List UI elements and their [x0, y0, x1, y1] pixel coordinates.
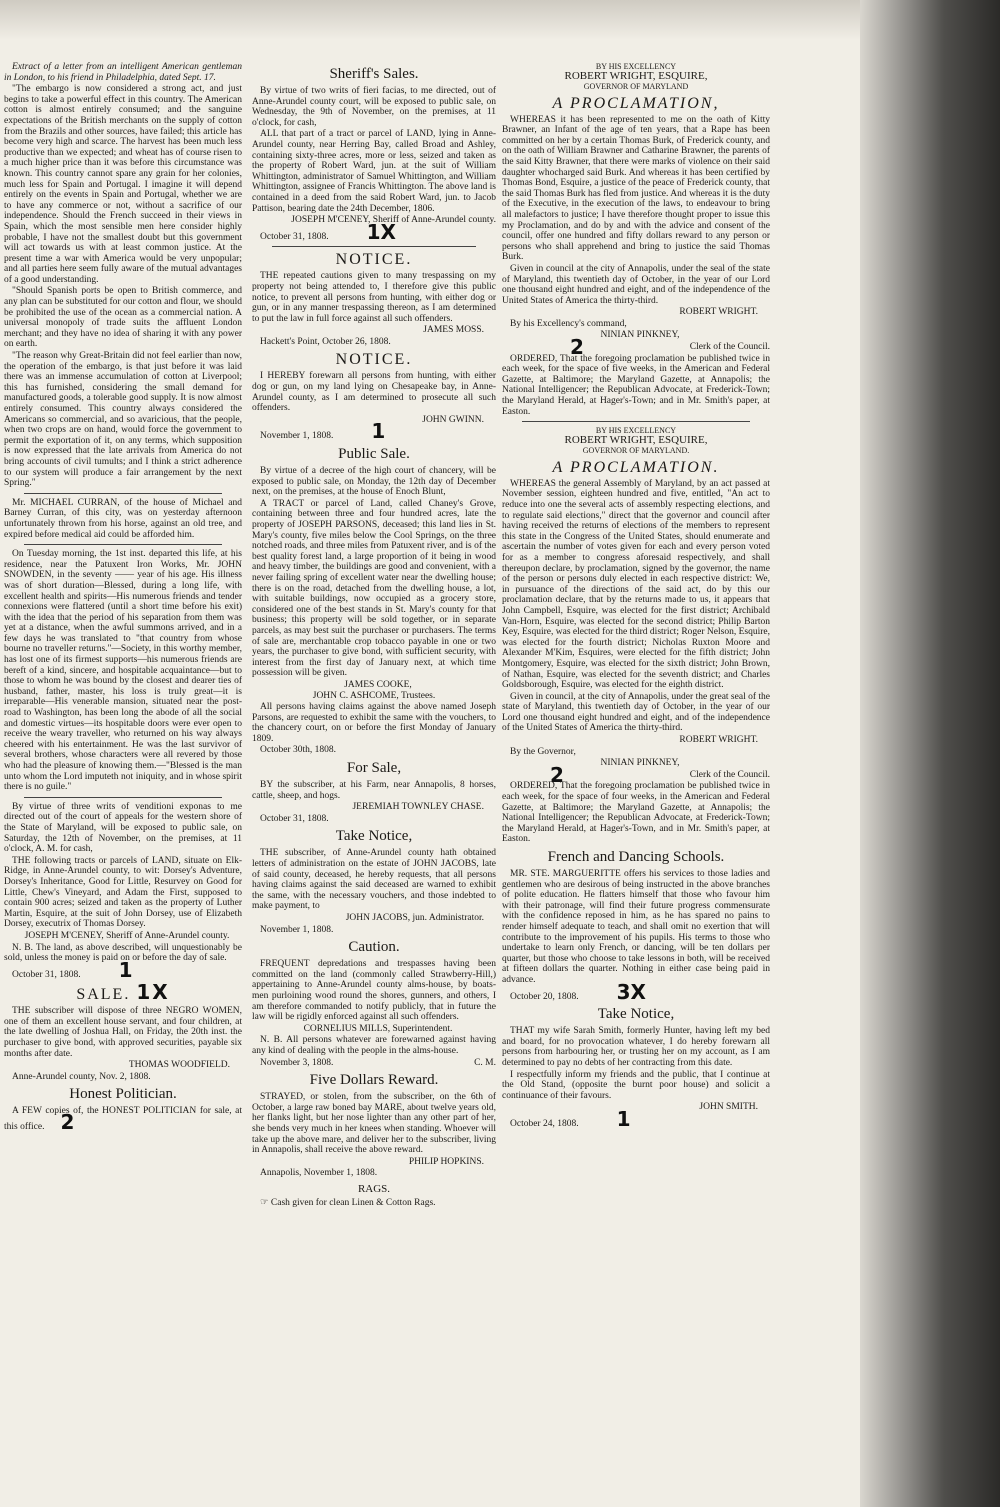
public-sale-heading: Public Sale. — [338, 446, 410, 463]
pointing-hand-icon: ☞ — [260, 1197, 269, 1208]
schools-body: MR. STE. MARGUERITTE offers his services to those ladies and gentlemen who are desirous of being instructed in the above branches of polite education. He flatters himself that those who favour him with their patronage, will find their future progress commensurate with the confidence reposed in him, as he has spared no pains to render himself adequate to teach, and shall omit no exertion that will contribute to the improvement of his pupils. His terms to those who undertake to learn only French, or dancing, will be ten dollars per quarter, but those who choose to take lessons in both, will be received at fifteen dollars the quarter. Nothing in either case being paid in advance. — [502, 869, 770, 985]
proclamation-1-name: ROBERT WRIGHT, ESQUIRE, — [564, 70, 708, 82]
column-middle — [252, 62, 496, 1209]
handwritten-mark: 2 — [570, 335, 584, 360]
extract-paragraph-1: "The embargo is now considered a strong act, and just begins to take a powerful effect in this country. The American cotton is almost entirely consumed; and the sanguine expectations of the British merchants on the supply of cotton from the Brazils and other sources, have failed; this article has become very high and scarce. The harvest has been much less productive than we expected; and wheat has of course risen to a much higher price than it was before this circumstance was known. This country cannot spare any grain for her colonies, much less for Spain and Portugal. I imagine it will depend entirely on the events in Spain and Portugal, whether we are to have any commerce or not, without a sacrifice of our independence. Should the French succeed in their views in Spain, which the most sensible men here consider highly probable, I have not the smallest doubt but this government will act towards us with at least common justice. At the present time a war with America would be very unpopular; and all parties here seem fully aware of the mutual advantages of a good understanding. — [4, 84, 242, 285]
proclamation-1-title: A PROCLAMATION, — [552, 94, 720, 112]
notice-body: THE repeated cautions given to many trespassing on my property not being attended to, I therefore give this public notice, to prevent all persons from hunting, with either dog or gun, or in any manner trespassing thereon, as I am determined to put the law in full force against all such offenders. — [252, 271, 496, 324]
notice-heading-2: NOTICE. — [335, 351, 413, 369]
take-notice-signature: JOHN JACOBS, jun. Administrator. — [345, 913, 484, 923]
handwritten-mark: 3X — [616, 979, 646, 1004]
proclamation-1-signature: ROBERT WRIGHT. — [679, 307, 758, 318]
sale-body: THE subscriber will dispose of three NEGRO WOMEN, one of them an excellent house servant, and four children, at the late dwelling of Joshua Hall, on Friday, the 20th inst. the purchaser to give bond, with approved securities, payable six months after date. — [4, 1006, 242, 1059]
notice-date-2: November 1, 1808. 1 — [260, 419, 386, 444]
curran-notice: Mr. MICHAEL CURRAN, of the house of Michael and Barney Curran, of this city, was on yesterday afternoon unfortunately thrown from his horse, against an old tree, and expired before medical aid could be afforded him. — [4, 497, 242, 540]
proclamation-2-clerk-title: 2 Clerk of the Council. — [502, 770, 770, 781]
venditioni-body: THE following tracts or parcels of LAND, situate on Elk-Ridge, in Anne-Arundel county, to wit: Dorsey's Adventure, Dorsey's Inheritance, Good for Little, Resurvey on Good for Little, Chew's Vineyard, and Adam the First, supposed to contain 900 acres; seized and taken as the property of Luther Martin, Esquire, at the suit of John Dorsey, use of Elizabeth Dorsey, executrix of Thomas Dorsey. — [4, 855, 242, 930]
divider — [24, 493, 222, 494]
rags-heading: RAGS. — [357, 1182, 391, 1195]
venditioni-nb: N. B. The land, as above described, will unquestionably be sold, unless the money is paid on or before the day of sale. — [4, 942, 242, 964]
venditioni-signature: JOSEPH M'CENEY, Sheriff of Anne-Arundel county. — [24, 930, 230, 941]
take-notice-date: November 1, 1808. — [260, 924, 334, 935]
proclamation-2-command: By the Governor, — [510, 746, 576, 757]
divider — [522, 421, 750, 422]
proclamation-2-given: Given in council, at the city of Annapolis, under the great seal of the state of Maryland, this twentieth day of October, in the year of our Lord one thousand eight hundred and eight, and of the independence of the United States of America the thirty-third. — [502, 691, 770, 734]
scan-top-edge — [0, 0, 1000, 40]
notice-heading: NOTICE. — [335, 251, 413, 269]
schools-heading: French and Dancing Schools. — [547, 849, 725, 865]
sale-date: Anne-Arundel county, Nov. 2, 1808. — [12, 1071, 151, 1082]
take-notice-2-signature: JOHN SMITH. — [699, 1102, 758, 1113]
scan-binding-edge — [860, 0, 1000, 1507]
column-left — [4, 62, 242, 1134]
sheriff-intro: By virtue of two writs of fieri facias, to me directed, out of Anne-Arundel county court, will be exposed to public sale, on Wednesday, the 9th of November, on the premises, at 11 o'clock, for cash, — [252, 86, 496, 128]
rags-body: ☞ Cash given for clean Linen & Cotton Rags. — [260, 1197, 436, 1208]
handwritten-mark: 2 — [60, 1110, 75, 1135]
handwritten-mark: 1X — [366, 219, 396, 244]
proclamation-2-by: BY HIS EXCELLENCY — [595, 426, 677, 436]
reward-body: STRAYED, or stolen, from the subscriber, on the 6th of October, a large raw boned bay MARE, about twelve years old, her flanks light, but her nose lighter than any other part of her, she bends very much in her knees when standing. Whoever will take up the above mare, and deliver her to the subscriber, living in Annapolis, shall receive the above reward. — [252, 1092, 496, 1156]
proclamation-2-name: ROBERT WRIGHT, ESQUIRE, — [564, 434, 708, 447]
take-notice-body: THE subscriber, of Anne-Arundel county hath obtained letters of administration on the estate of JOHN JACOBS, late of said county, deceased, he hereby requests, that all persons having claims against the said deceased are warned to exhibit the same, with the necessary vouchers, and those indebted to make payment, to — [252, 848, 496, 912]
proclamation-1-given: Given in council at the city of Annapolis, under the seal of the state of Maryland, this twentieth day of October, in the year of our Lord one thousand eight hundred and eight, and of the independence of the United States of America the thirty-third. — [502, 263, 770, 306]
proclamation-2-title: A PROCLAMATION. — [552, 458, 720, 476]
schools-date: October 20, 1808. 3X — [510, 979, 646, 1004]
reward-signature: PHILIP HOPKINS. — [408, 1156, 484, 1167]
proclamation-1-by: BY HIS EXCELLENCY — [595, 62, 677, 71]
proclamation-1-clerk-title: 2 Clerk of the Council. — [502, 342, 770, 353]
handwritten-mark: 2 — [550, 762, 564, 787]
notice-date: Hackett's Point, October 26, 1808. — [260, 336, 391, 347]
venditioni-date: October 31, 1808. 1 — [12, 957, 133, 982]
proclamation-1-command: By his Excellency's command, — [510, 318, 627, 329]
sheriff-sales-heading: Sheriff's Sales. — [329, 66, 419, 82]
proclamation-2-clerk: NINIAN PINKNEY, — [600, 758, 680, 769]
caution-nb: N. B. All persons whatever are forewarned against having any kind of dealing with the people in the alms-house. — [252, 1035, 496, 1056]
sale-heading: SALE. 1X — [76, 980, 170, 1005]
take-notice-2-date: October 24, 1808. 1 — [510, 1106, 631, 1131]
proclamation-2-signature: ROBERT WRIGHT. — [679, 735, 758, 746]
proclamation-2-body: WHEREAS the general Assembly of Maryland, by an act passed at November session, eighteen hundred and five, entitled, "An act to reduce into one the several acts of assembly respecting elections, and to regulate said elections," direct that the governor and council after having received the returns of elections of the members to represent this state in the Congress of the United States, should enumerate and ascertain the number of votes given for each and every person voted for as a member to congress aforesaid respectively, and shall thereupon declare, by proclamation, signed by the governor, the name of the person or persons duly elected in each respective district: We, in pursuance of the directions of the said act, do by this our proclamation declare, that by the returns made to us, it appears that John Campbell, Esquire, was elected for the first district; Archibald Van-Horn, Esquire, was elected for the second district; Philip Barton Key, Esquire, was elected for the third district; Roger Nelson, Esquire, was elected for the fourth district; Nicholas Ruxton Moore and Alexander M'Kim, Esquires, were elected for the fifth district; John Montgomery, Esquire, was elected for the sixth district; John Brown, of Nathan, Esquire, was elected for the seventh district; and Charles Goldsborough, Esquire, was elected for the eighth district. — [502, 478, 770, 691]
notice-signature-2: JOHN GWINN. — [422, 414, 484, 425]
take-notice-heading: Take Notice, — [335, 828, 413, 845]
for-sale-body: BY the subscriber, at his Farm, near Annapolis, 8 horses, cattle, sheep, and hogs. — [252, 780, 496, 801]
caution-heading: Caution. — [348, 939, 400, 956]
honest-politician-body: A FEW copies of, the HONEST POLITICIAN for sale, at this office. 2 — [4, 1106, 242, 1135]
public-sale-trustees: JAMES COOKE, JOHN C. ASHCOME, Trustees. — [312, 679, 436, 701]
snowden-obituary: On Tuesday morning, the 1st inst. departed this life, at his residence, near the Patuxent Iron Works, Mr. JOHN SNOWDEN, in the seventy —— year of his age. His illness was of short duration—Blessed, during a long life, with excellent health and spirits—His numerous friends and tender connexions were flattered (until a short time before his exit) with the idea that the period of his separation from them was yet at a distance, when the awful summons arrived, and in a few days he was translated to "that country from whose bourne no traveller returns."—Society, in this worthy member, has lost one of its firmest supports—his numerous friends are bereft of a kind, sincere, and hospitable acquaintance—but to those to whom he was bound by the closest and dearer ties of husband, father, master, his loss is truly great—it is irreparable—His venerable mansion, situated near the post-road to Washington, has been long the abode of all the social and domestic virtues—its hospitable doors were ever open to receive the weary traveller, who returned on his way always cheered with his entertainment. He was the last survivor of several brothers, whose characters were all revered by those who had the pleasure of knowing them.—"Blessed is the man unto whom the Lord imputeth not iniquity, and in whose spirit there is no guile." — [4, 549, 242, 793]
take-notice-2-body-2: I respectfully inform my friends and the public, that I continue at the Old Stand, (opposite the burnt poor house) and solicit a continuance of their favours. — [502, 1069, 770, 1101]
caution-signature: CORNELIUS MILLS, Superintendent. — [303, 1023, 453, 1034]
proclamation-1-governor: GOVERNOR OF MARYLAND — [583, 81, 689, 91]
proclamation-1-body: WHEREAS it has been represented to me on the oath of Kitty Brawner, an Infant of the age of ten years, that a Rape has been committed on her by a certain Thomas Burk, of Frederick county, and on the oath of William Brawner and Catharine Brawner, the parents of the said Kitty Brawner, that there were marks of violence on their said daughter whocharged said Burk. And whereas it has been certified by Thomas Bond, Esquire, a justice of the peace of Frederick county, that the said Thomas Burk has fled from justice. And whereas it is the duty of the Executive, in the execution of the laws, to endeavour to bring all malefactors to justice; I have therefore thought proper to issue this my Proclamation, and do by and with the advice and consent of the council, offer one hundred and fifty dollars reward to any person or persons who shall apprehend and bring to justice the said Thomas Burk. — [502, 114, 770, 263]
proclamation-1-ordered: ORDERED, That the foregoing proclamation be published twice in each week, for the space of five weeks, in the American and Federal Gazette, at Baltimore; the Maryland Gazette, at Annapolis; the National Intelligencer; the Republican Advocate, at Frederick-Town; the Maryland Herald, at Hager's-Town; and in Mr. Smith's paper, at Easton. — [502, 353, 770, 417]
proclamation-1-clerk: NINIAN PINKNEY, — [600, 330, 680, 341]
public-sale-date: October 30th, 1808. — [260, 745, 336, 756]
take-notice-2-heading: Take Notice, — [597, 1006, 675, 1023]
handwritten-mark: 1 — [118, 957, 133, 982]
notice-body-2: I HEREBY forewarn all persons from hunting, with either dog or gun, on my land lying on Chesapeake bay, in Anne-Arundel county, as I am determined to prosecute all such offenders. — [252, 371, 496, 414]
public-sale-claims: All persons having claims against the above named Joseph Parsons, are requested to exhibit the same with the vouchers, to the chancery court, on or before the first Monday of January 1809. — [252, 702, 496, 744]
public-sale-intro: By virtue of a decree of the high court of chancery, will be exposed to public sale, on Monday, the 12th day of December next, on the premises, at the house of Enoch Blunt, — [252, 466, 496, 498]
divider — [272, 246, 476, 247]
column-right — [502, 62, 770, 1130]
handwritten-mark: 1X — [136, 980, 170, 1005]
handwritten-mark: 1 — [371, 419, 386, 444]
divider — [24, 544, 222, 545]
reward-heading: Five Dollars Reward. — [309, 1072, 439, 1089]
extract-paragraph-3: "The reason why Great-Britain did not feel earlier than now, the operation of the embargo, is that just before it was laid there was an immense accumulation of cotton at Liverpool; this has furnished, considering the small demand for manufactured goods, a tolerable good supply. It is now almost entirely consumed. This country always considered the Americans so commercial, and so avaricious, that the people, when two crops are on hand, would force the government to permit the exportation of it, on any terms, which supposition is now expressed that the late arrivals from America do not bring accounts of civil tumults; and I think a strict adherence to our system will produce a fair arrangement by the next Spring." — [4, 351, 242, 489]
caution-footer: November 3, 1808. C. M. — [260, 1057, 496, 1068]
sheriff-body: ALL that part of a tract or parcel of LAND, lying in Anne-Arundel county, near Herring Bay, called Broad and Ashley, containing sixty-three acres, more or less, seized and taken as the property of Robert Ward, jun. at the suit of William Whittington, administrator of Samuel Whittington, and William Whittington, assignee of Francis Whittington. The above land is contained in a deed from the said Robert Ward, jun. to Jacob Pattison, bearing date the 24th December, 1806. — [252, 129, 496, 214]
notice-signature: JAMES MOSS. — [423, 325, 484, 336]
sale-signature: THOMAS WOODFIELD. — [128, 1060, 230, 1071]
proclamation-2-ordered: ORDERED, That the foregoing proclamation be published twice in each week, for the space of four weeks, in the American and Federal Gazette, at Baltimore; the Maryland Gazette, at Annapolis; the National Intelligencer; the Republican Advocate, at Frederick-Town; the Maryland Herald, at Hager's-Town, and in Mr. Smith's paper, at Easton. — [502, 781, 770, 845]
for-sale-signature: JEREMIAH TOWNLEY CHASE. — [352, 802, 484, 813]
extract-heading: Extract of a letter from an intelligent American gentleman in London, to his friend in Philadelphia, dated Sept. 17. — [4, 62, 242, 83]
venditioni-intro: By virtue of three writs of venditioni exponas to me directed out of the court of appeals for the western shore of the State of Maryland, will be exposed to public sale, on Saturday, the 12th of November, on the premises, at 11 o'clock, A. M. for cash, — [4, 801, 242, 855]
caution-body: FREQUENT depredations and trespasses having been committed on the land (commonly called Strawberry-Hill,) appertaining to Anne-Arundel county alms-house, by boats-men purloining wood round the shores, gunners, and others, I am therefore commanded to notify publicly, that in future the law will be rigidly enforced against all such offenders. — [252, 959, 496, 1023]
proclamation-2-governor: GOVERNOR OF MARYLAND. — [582, 445, 690, 455]
divider — [24, 797, 222, 798]
handwritten-mark: 1 — [616, 1106, 631, 1131]
reward-date: Annapolis, November 1, 1808. — [260, 1168, 378, 1179]
for-sale-date: October 31, 1808. — [260, 813, 329, 824]
sheriff-signature: JOSEPH M'CENEY, Sheriff of Anne-Arundel county. — [291, 215, 496, 226]
extract-paragraph-2: "Should Spanish ports be open to British commerce, and any plan can be substituted for our cotton and flour, we should be prohibited the use of the ocean as a commercial nation. A universal monopoly of trade suits the affluent London merchant; and they have no idea of sharing it with any power on earth. — [4, 286, 242, 350]
for-sale-heading: For Sale, — [346, 760, 402, 777]
take-notice-2-body: THAT my wife Sarah Smith, formerly Hunter, having left my bed and board, for no provocation whatever, I do hereby forewarn all persons from harbouring her, or trusting her on my account, as I am determined to pay no debts of her contracting from this date. — [502, 1026, 770, 1068]
public-sale-body: A TRACT or parcel of Land, called Chaney's Grove, containing between three and four hundred acres, late the property of JOSEPH PARSONS, deceased; this land lies in St. Mary's county, five miles below the Cool Springs, on the three notched roads, and three miles from Patuxent river, and is of the best quality forest land, a large proportion of it being in wood and heavy timber, the buildings are good and convenient, with a never failing spring of excellent water near the dwelling house; there is on the road, detached from the dwelling house, a lot, with suitable buildings, now occupied as a grocery store, considered one of the best stands in St. Mary's county for that business; this property will be sold together, or in separate parcels, as may best suit the purchaser or purchasers. The terms of sale are, merchantable crop tobacco payable in one or two years, the purchaser to give bond, with sufficient security, with interest from the first day of January next, at which time possession will be given. — [252, 498, 496, 679]
newspaper-page — [0, 40, 860, 1440]
honest-politician-heading: Honest Politician. — [69, 1086, 177, 1103]
sheriff-date: October 31, 1808. 1X — [260, 219, 396, 244]
